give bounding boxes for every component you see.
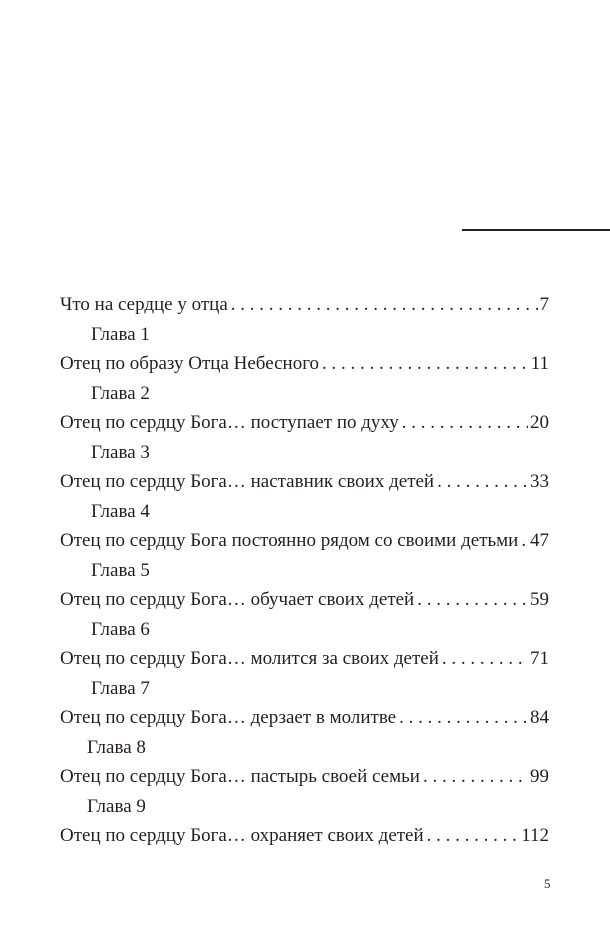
toc-entry-title: Отец по сердцу Бога постоянно рядом со своими детьми xyxy=(60,530,519,551)
decorative-rule xyxy=(462,229,610,231)
dot-leader xyxy=(417,585,528,615)
toc-entry xyxy=(60,349,549,379)
chapter-label: Глава 9 xyxy=(87,795,146,817)
toc-entry xyxy=(60,762,549,792)
dot-leader xyxy=(402,408,528,438)
chapter-label: Глава 1 xyxy=(91,323,150,345)
toc-entry-page: 71 xyxy=(530,648,549,669)
chapter-label: Глава 2 xyxy=(91,382,150,404)
toc-entry xyxy=(60,821,549,851)
toc-entry xyxy=(60,703,549,733)
toc-entry-title: Отец по сердцу Бога… пастырь своей семьи xyxy=(60,766,420,787)
table-of-contents xyxy=(60,290,549,851)
dot-leader xyxy=(437,467,528,497)
dot-leader xyxy=(399,703,528,733)
toc-entry-title: Отец по сердцу Бога… дерзает в молитве xyxy=(60,707,397,728)
toc-entry-page: 99 xyxy=(530,766,549,787)
toc-entry-title: Отец по сердцу Бога… наставник своих детей xyxy=(60,471,435,492)
dot-leader xyxy=(423,762,528,792)
toc-entry xyxy=(60,408,549,438)
toc-entry xyxy=(60,290,549,320)
dot-leader xyxy=(521,526,528,556)
toc-entry xyxy=(60,644,549,674)
chapter-label: Глава 7 xyxy=(91,677,150,699)
chapter-label: Глава 4 xyxy=(91,500,150,522)
toc-entry-page: 59 xyxy=(530,589,549,610)
dot-leader xyxy=(442,644,528,674)
chapter-label: Глава 6 xyxy=(91,618,150,640)
chapter-label: Глава 5 xyxy=(91,559,150,581)
toc-entry-title: Отец по сердцу Бога… молится за своих детей xyxy=(60,648,439,669)
chapter-label: Глава 3 xyxy=(91,441,150,463)
toc-entry-page: 7 xyxy=(539,294,549,315)
dot-leader xyxy=(322,349,529,379)
dot-leader xyxy=(427,821,520,851)
toc-entry-page: 20 xyxy=(530,412,549,433)
toc-entry-title: Отец по сердцу Бога… поступает по духу xyxy=(60,412,399,433)
toc-entry-page: 33 xyxy=(530,471,549,492)
page-number: 5 xyxy=(544,876,551,891)
dot-leader xyxy=(231,290,538,320)
toc-entry-title: Отец по образу Отца Небесного xyxy=(60,353,320,374)
toc-entry-title: Отец по сердцу Бога… охраняет своих детей xyxy=(60,825,424,846)
toc-entry-page: 112 xyxy=(521,825,549,846)
toc-entry xyxy=(60,585,549,615)
toc-entry xyxy=(60,467,549,497)
toc-entry-page: 11 xyxy=(530,353,549,374)
toc-entry-page: 84 xyxy=(530,707,549,728)
toc-entry xyxy=(60,526,549,556)
toc-entry-page: 47 xyxy=(530,530,549,551)
toc-entry-title: Что на сердце у отца xyxy=(60,294,228,315)
chapter-label: Глава 8 xyxy=(87,736,146,758)
toc-entry-title: Отец по сердцу Бога… обучает своих детей xyxy=(60,589,415,610)
